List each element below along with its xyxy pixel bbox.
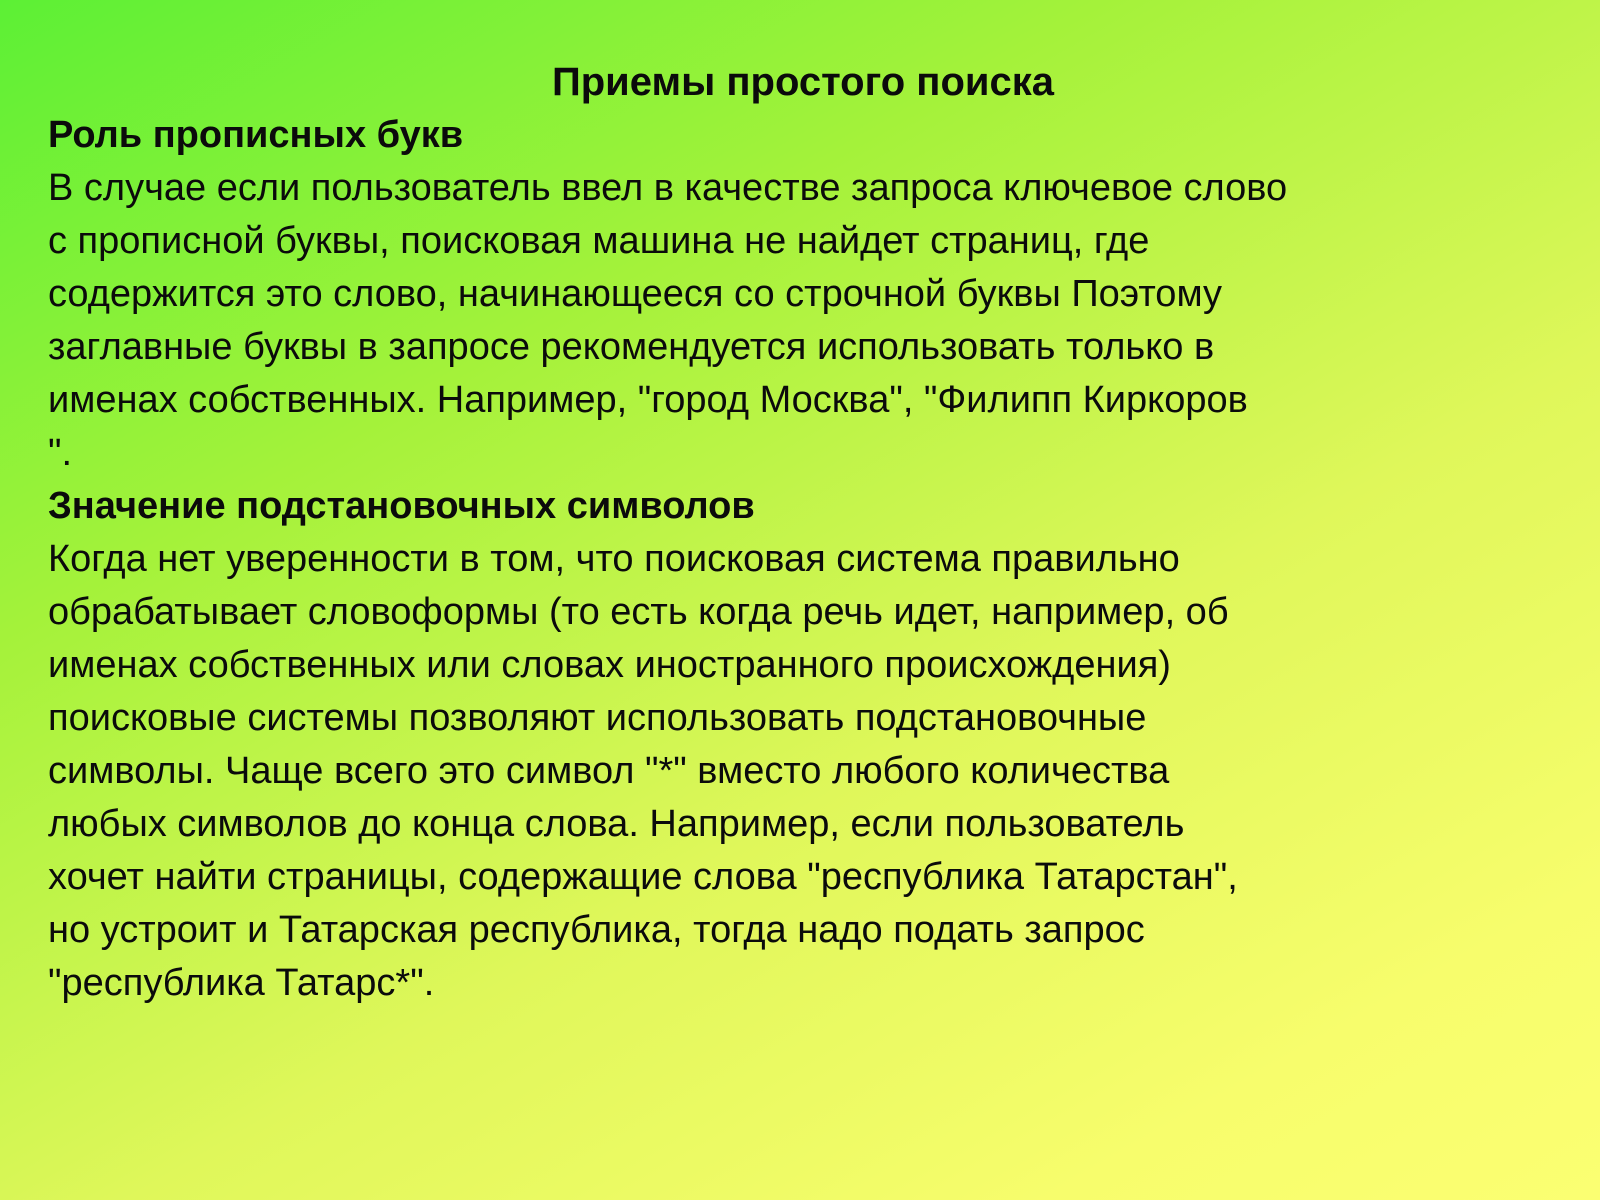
slide-title: Приемы простого поиска xyxy=(552,60,1054,104)
body-line: обрабатывает словоформы (то есть когда речь идет, например, об xyxy=(48,591,1229,633)
body-line: "республика Татарс*". xyxy=(48,962,435,1004)
body-line: хочет найти страницы, содержащие слова "республика Татарстан", xyxy=(48,856,1238,898)
body-line: любых символов до конца слова. Например, если пользователь xyxy=(48,803,1185,845)
body-line: именах собственных. Например, "город Москва", "Филипп Киркоров xyxy=(48,379,1248,421)
slide xyxy=(48,56,1548,1010)
body-line: Когда нет уверенности в том, что поисковая система правильно xyxy=(48,538,1180,580)
section-body-wildcards xyxy=(48,533,1548,1010)
body-line: с прописной буквы, поисковая машина не найдет страниц, где xyxy=(48,220,1150,262)
body-line: ". xyxy=(48,432,73,474)
body-line: но устроит и Татарская республика, тогда надо подать запрос xyxy=(48,909,1145,951)
body-line: В случае если пользователь ввел в качестве запроса ключевое слово xyxy=(48,167,1288,209)
body-line: символы. Чаще всего это символ "*" вместо любого количества xyxy=(48,750,1170,792)
section-heading-wildcards: Значение подстановочных символов xyxy=(48,485,755,527)
section-body-uppercase xyxy=(48,162,1548,480)
body-line: содержится это слово, начинающееся со строчной буквы Поэтому xyxy=(48,273,1222,315)
body-line: именах собственных или словах иностранного происхождения) xyxy=(48,644,1171,686)
body-line: заглавные буквы в запросе рекомендуется использовать только в xyxy=(48,326,1215,368)
body-line: поисковые системы позволяют использовать подстановочные xyxy=(48,697,1147,739)
section-heading-uppercase: Роль прописных букв xyxy=(48,114,464,156)
